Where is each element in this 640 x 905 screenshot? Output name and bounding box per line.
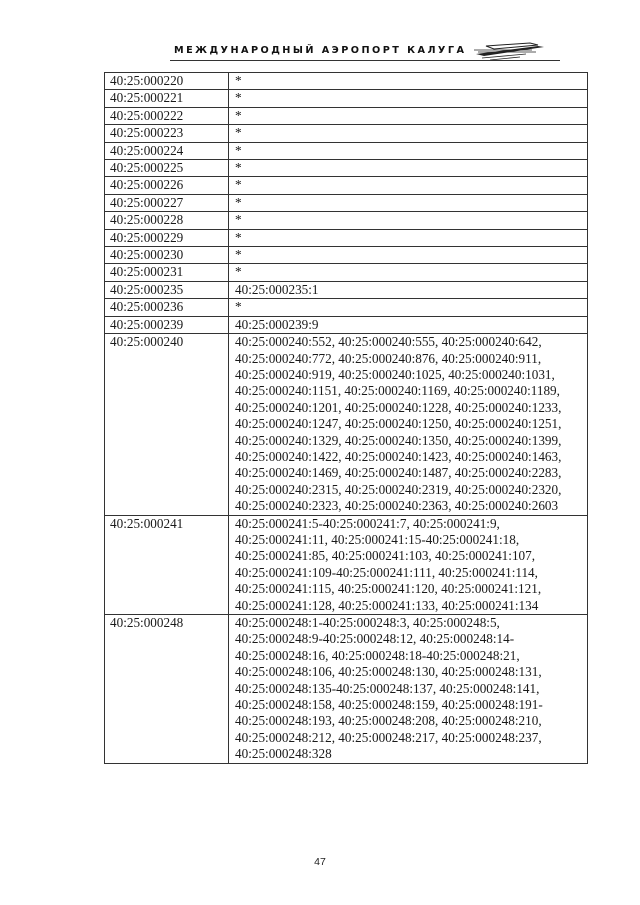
table-row — [105, 334, 588, 515]
table-row — [105, 125, 588, 142]
table-row — [105, 247, 588, 264]
quarter-cell: 40:25:000220 — [105, 73, 229, 90]
table-row — [105, 73, 588, 90]
table-row — [105, 281, 588, 298]
parcels-cell: * — [229, 264, 588, 281]
quarter-cell: 40:25:000235 — [105, 281, 229, 298]
parcels-cell: 40:25:000241:5-40:25:000241:7, 40:25:000241:9, 40:25:000241:11, 40:25:000241:15-40:25:000241:18, 40:25:000241:85, 40:25:000241:103, 40:25:000241:107, 40:25:000241:109-40:25:000241:111, 40:25:000241:114, 40:25:000241:115, 40:25:000241:120, 40:25:000241:121, 40:25:000241:128, 40:25:000241:133, 40:25:000241:134 — [229, 515, 588, 614]
parcels-cell: * — [229, 125, 588, 142]
table-row — [105, 229, 588, 246]
cadastral-table — [104, 72, 588, 764]
parcels-cell: * — [229, 229, 588, 246]
table-row — [105, 299, 588, 316]
parcels-cell: * — [229, 160, 588, 177]
parcels-cell: 40:25:000239:9 — [229, 316, 588, 333]
parcels-cell: 40:25:000235:1 — [229, 281, 588, 298]
header-title: МЕЖДУНАРОДНЫЙ АЭРОПОРТ КАЛУГА — [174, 45, 467, 56]
parcels-cell: * — [229, 90, 588, 107]
page-number: 47 — [314, 856, 326, 868]
quarter-cell: 40:25:000240 — [105, 334, 229, 515]
parcels-cell: * — [229, 177, 588, 194]
table-row — [105, 142, 588, 159]
quarter-cell: 40:25:000223 — [105, 125, 229, 142]
quarter-cell: 40:25:000231 — [105, 264, 229, 281]
quarter-cell: 40:25:000236 — [105, 299, 229, 316]
header-rule — [170, 60, 560, 61]
parcels-cell: * — [229, 107, 588, 124]
parcels-cell: * — [229, 194, 588, 211]
table-row — [105, 264, 588, 281]
quarter-cell: 40:25:000226 — [105, 177, 229, 194]
quarter-cell: 40:25:000241 — [105, 515, 229, 614]
table-row — [105, 160, 588, 177]
table-row — [105, 316, 588, 333]
parcels-cell: 40:25:000240:552, 40:25:000240:555, 40:25:000240:642, 40:25:000240:772, 40:25:000240:876, 40:25:000240:911, 40:25:000240:919, 40:25:000240:1025, 40:25:000240:1031, 40:25:000240:1151, 40:25:000240:1169, 40:25:000240:1189, 40:25:000240:1201, 40:25:000240:1228, 40:25:000240:1233, 40:25:000240:1247, 40:25:000240:1250, 40:25:000240:1251, 40:25:000240:1329, 40:25:000240:1350, 40:25:000240:1399, 40:25:000240:1422, 40:25:000240:1423, 40:25:000240:1463, 40:25:000240:1469, 40:25:000240:1487, 40:25:000240:2283, 40:25:000240:2315, 40:25:000240:2319, 40:25:000240:2320, 40:25:000240:2323, 40:25:000240:2363, 40:25:000240:2603 — [229, 334, 588, 515]
quarter-cell: 40:25:000229 — [105, 229, 229, 246]
quarter-cell: 40:25:000230 — [105, 247, 229, 264]
quarter-cell: 40:25:000224 — [105, 142, 229, 159]
quarter-cell: 40:25:000221 — [105, 90, 229, 107]
table-row — [105, 177, 588, 194]
quarter-cell: 40:25:000228 — [105, 212, 229, 229]
parcels-cell: * — [229, 247, 588, 264]
parcels-cell: * — [229, 299, 588, 316]
quarter-cell: 40:25:000227 — [105, 194, 229, 211]
quarter-cell: 40:25:000222 — [105, 107, 229, 124]
table-row — [105, 212, 588, 229]
airport-logo-icon — [472, 42, 546, 62]
quarter-cell: 40:25:000248 — [105, 615, 229, 764]
quarter-cell: 40:25:000225 — [105, 160, 229, 177]
table-row — [105, 107, 588, 124]
quarter-cell: 40:25:000239 — [105, 316, 229, 333]
parcels-cell: * — [229, 142, 588, 159]
table-row — [105, 90, 588, 107]
table-row — [105, 194, 588, 211]
parcels-cell: 40:25:000248:1-40:25:000248:3, 40:25:000248:5, 40:25:000248:9-40:25:000248:12, 40:25:000248:14-40:25:000248:16, 40:25:000248:18-40:25:000248:21, 40:25:000248:106, 40:25:000248:130, 40:25:000248:131, 40:25:000248:135-40:25:000248:137, 40:25:000248:141, 40:25:000248:158, 40:25:000248:159, 40:25:000248:191-40:25:000248:193, 40:25:000248:208, 40:25:000248:210, 40:25:000248:212, 40:25:000248:217, 40:25:000248:237, 40:25:000248:328 — [229, 615, 588, 764]
table-row — [105, 615, 588, 764]
parcels-cell: * — [229, 73, 588, 90]
parcels-cell: * — [229, 212, 588, 229]
table-row — [105, 515, 588, 614]
page-header — [170, 42, 560, 64]
